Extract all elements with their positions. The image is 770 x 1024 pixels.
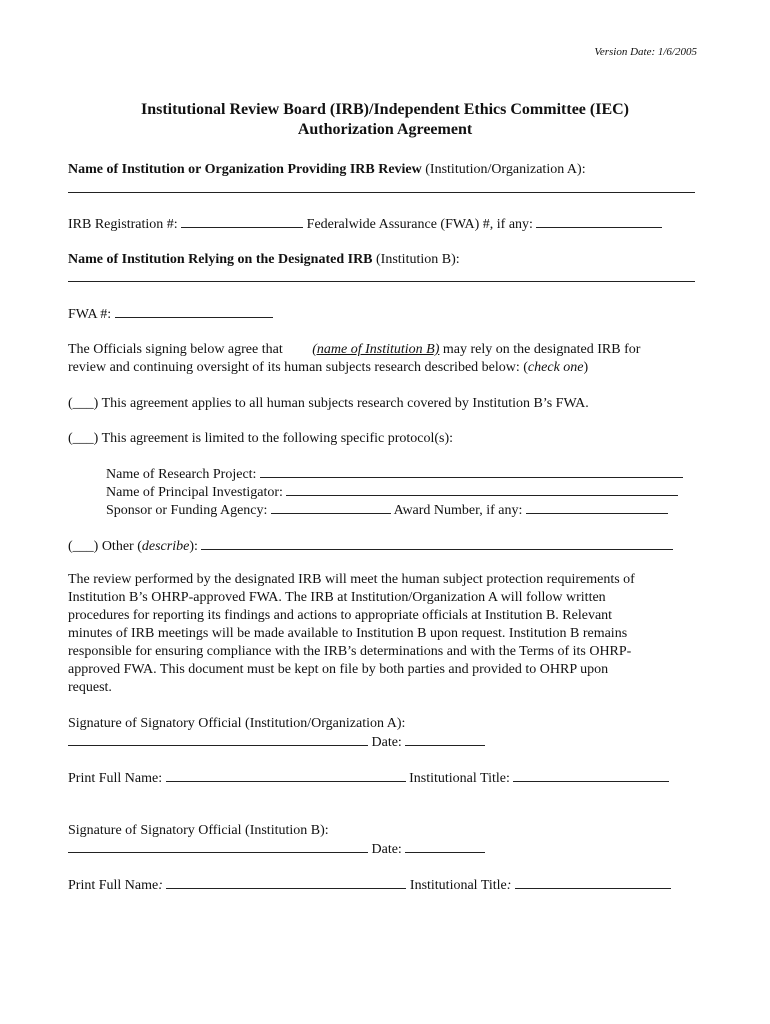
other-field[interactable] (201, 537, 673, 550)
print-name-b-row (68, 876, 671, 894)
pi-field[interactable] (286, 483, 678, 496)
review-line: minutes of IRB meetings will be made available to Institution B upon request. Institution B remains (68, 626, 628, 641)
research-project-label: Name of Research Project: (106, 467, 257, 482)
other-suffix: ): (189, 539, 198, 554)
fwa-b-row (68, 305, 273, 323)
sponsor-field[interactable] (271, 501, 391, 514)
officials-line2 (68, 359, 588, 376)
institution-b-field[interactable] (68, 269, 695, 287)
research-project-field[interactable] (260, 465, 683, 478)
irb-registration-field[interactable] (181, 215, 303, 228)
print-name-a-label: Print Full Name: (68, 771, 163, 786)
sig-a-field[interactable] (68, 733, 368, 746)
review-line: responsible for ensuring compliance with the IRB’s determinations and with the Terms of its OHRP- (68, 644, 632, 659)
pi-label: Name of Principal Investigator: (106, 485, 283, 500)
officials-name-b: (name of Institution B) (312, 342, 440, 357)
institution-a-label-bold: Name of Institution or Organization Providing IRB Review (68, 162, 422, 177)
sig-a-row (68, 733, 485, 751)
fwa-b-field[interactable] (115, 305, 273, 318)
inst-title-a-field[interactable] (513, 769, 669, 782)
print-name-a-field[interactable] (166, 769, 406, 782)
award-label: Award Number, if any: (393, 503, 523, 518)
institution-b-label (68, 251, 460, 268)
date-a-field[interactable] (405, 733, 485, 746)
award-field[interactable] (526, 501, 668, 514)
officials-part2: may rely on the designated IRB for (439, 342, 641, 357)
pi-row (106, 483, 678, 501)
print-name-a-row (68, 769, 669, 787)
inst-title-b-field[interactable] (515, 876, 671, 889)
inst-title-a-label: Institutional Title: (409, 771, 510, 786)
institution-b-label-bold: Name of Institution Relying on the Designated IRB (68, 252, 373, 267)
option-other-row (68, 537, 673, 555)
sponsor-row (106, 501, 668, 519)
review-line: Institution B’s OHRP-approved FWA. The IRB at Institution/Organization A will follow written (68, 590, 606, 605)
fwa-a-label: Federalwide Assurance (FWA) #, if any: (306, 217, 533, 232)
irb-registration-row (68, 215, 662, 233)
review-paragraph (68, 571, 700, 697)
officials-check-one: check one (527, 360, 584, 375)
institution-a-field[interactable] (68, 180, 695, 198)
version-date: Version Date: 1/6/2005 (594, 46, 697, 58)
institution-a-blank[interactable] (68, 180, 695, 193)
print-name-b-colon: : (158, 878, 163, 893)
review-line: procedures for reporting its findings and actions to appropriate officials at Institution B. Relevant (68, 608, 613, 623)
institution-b-blank[interactable] (68, 269, 695, 282)
officials-line1 (68, 341, 640, 358)
sig-a-label: Signature of Signatory Official (Institution/Organization A): (68, 716, 406, 731)
print-name-b-label: Print Full Name (68, 878, 159, 893)
officials-line2b: ) (583, 360, 589, 375)
review-line: The review performed by the designated IRB will meet the human subject protection requirements of (68, 572, 635, 587)
fwa-b-label: FWA #: (68, 307, 112, 322)
sig-b-row (68, 840, 485, 858)
option-all-research[interactable]: (___) This agreement applies to all human subjects research covered by Institution B’s FWA. (68, 396, 589, 411)
date-a-label: Date: (371, 735, 402, 750)
inst-title-b-label: Institutional Title (409, 878, 507, 893)
research-project-row (106, 465, 683, 483)
officials-part1: The Officials signing below agree that (68, 342, 287, 357)
institution-b-label-normal: (Institution B): (372, 252, 460, 267)
sig-b-field[interactable] (68, 840, 368, 853)
irb-registration-label: IRB Registration #: (68, 217, 178, 232)
institution-a-label-normal: (Institution/Organization A): (421, 162, 586, 177)
other-prefix[interactable]: (___) Other ( (68, 539, 142, 554)
sponsor-label: Sponsor or Funding Agency: (106, 503, 268, 518)
institution-a-label (68, 161, 586, 178)
review-line: approved FWA. This document must be kept on file by both parties and provided to OHRP upon (68, 662, 609, 677)
date-b-label: Date: (371, 842, 402, 857)
inst-title-b-colon: : (506, 878, 512, 893)
option-specific-protocols[interactable]: (___) This agreement is limited to the following specific protocol(s): (68, 431, 454, 446)
sig-b-label: Signature of Signatory Official (Institution B): (68, 823, 329, 838)
fwa-a-field[interactable] (536, 215, 662, 228)
document-title-line2: Authorization Agreement (297, 121, 473, 138)
other-describe: describe (141, 539, 190, 554)
date-b-field[interactable] (405, 840, 485, 853)
print-name-b-field[interactable] (166, 876, 406, 889)
document-title-line1: Institutional Review Board (IRB)/Independent Ethics Committee (IEC) (141, 101, 629, 118)
officials-line2a: review and continuing oversight of its human subjects research described below: ( (68, 360, 528, 375)
review-line: request. (68, 680, 112, 695)
